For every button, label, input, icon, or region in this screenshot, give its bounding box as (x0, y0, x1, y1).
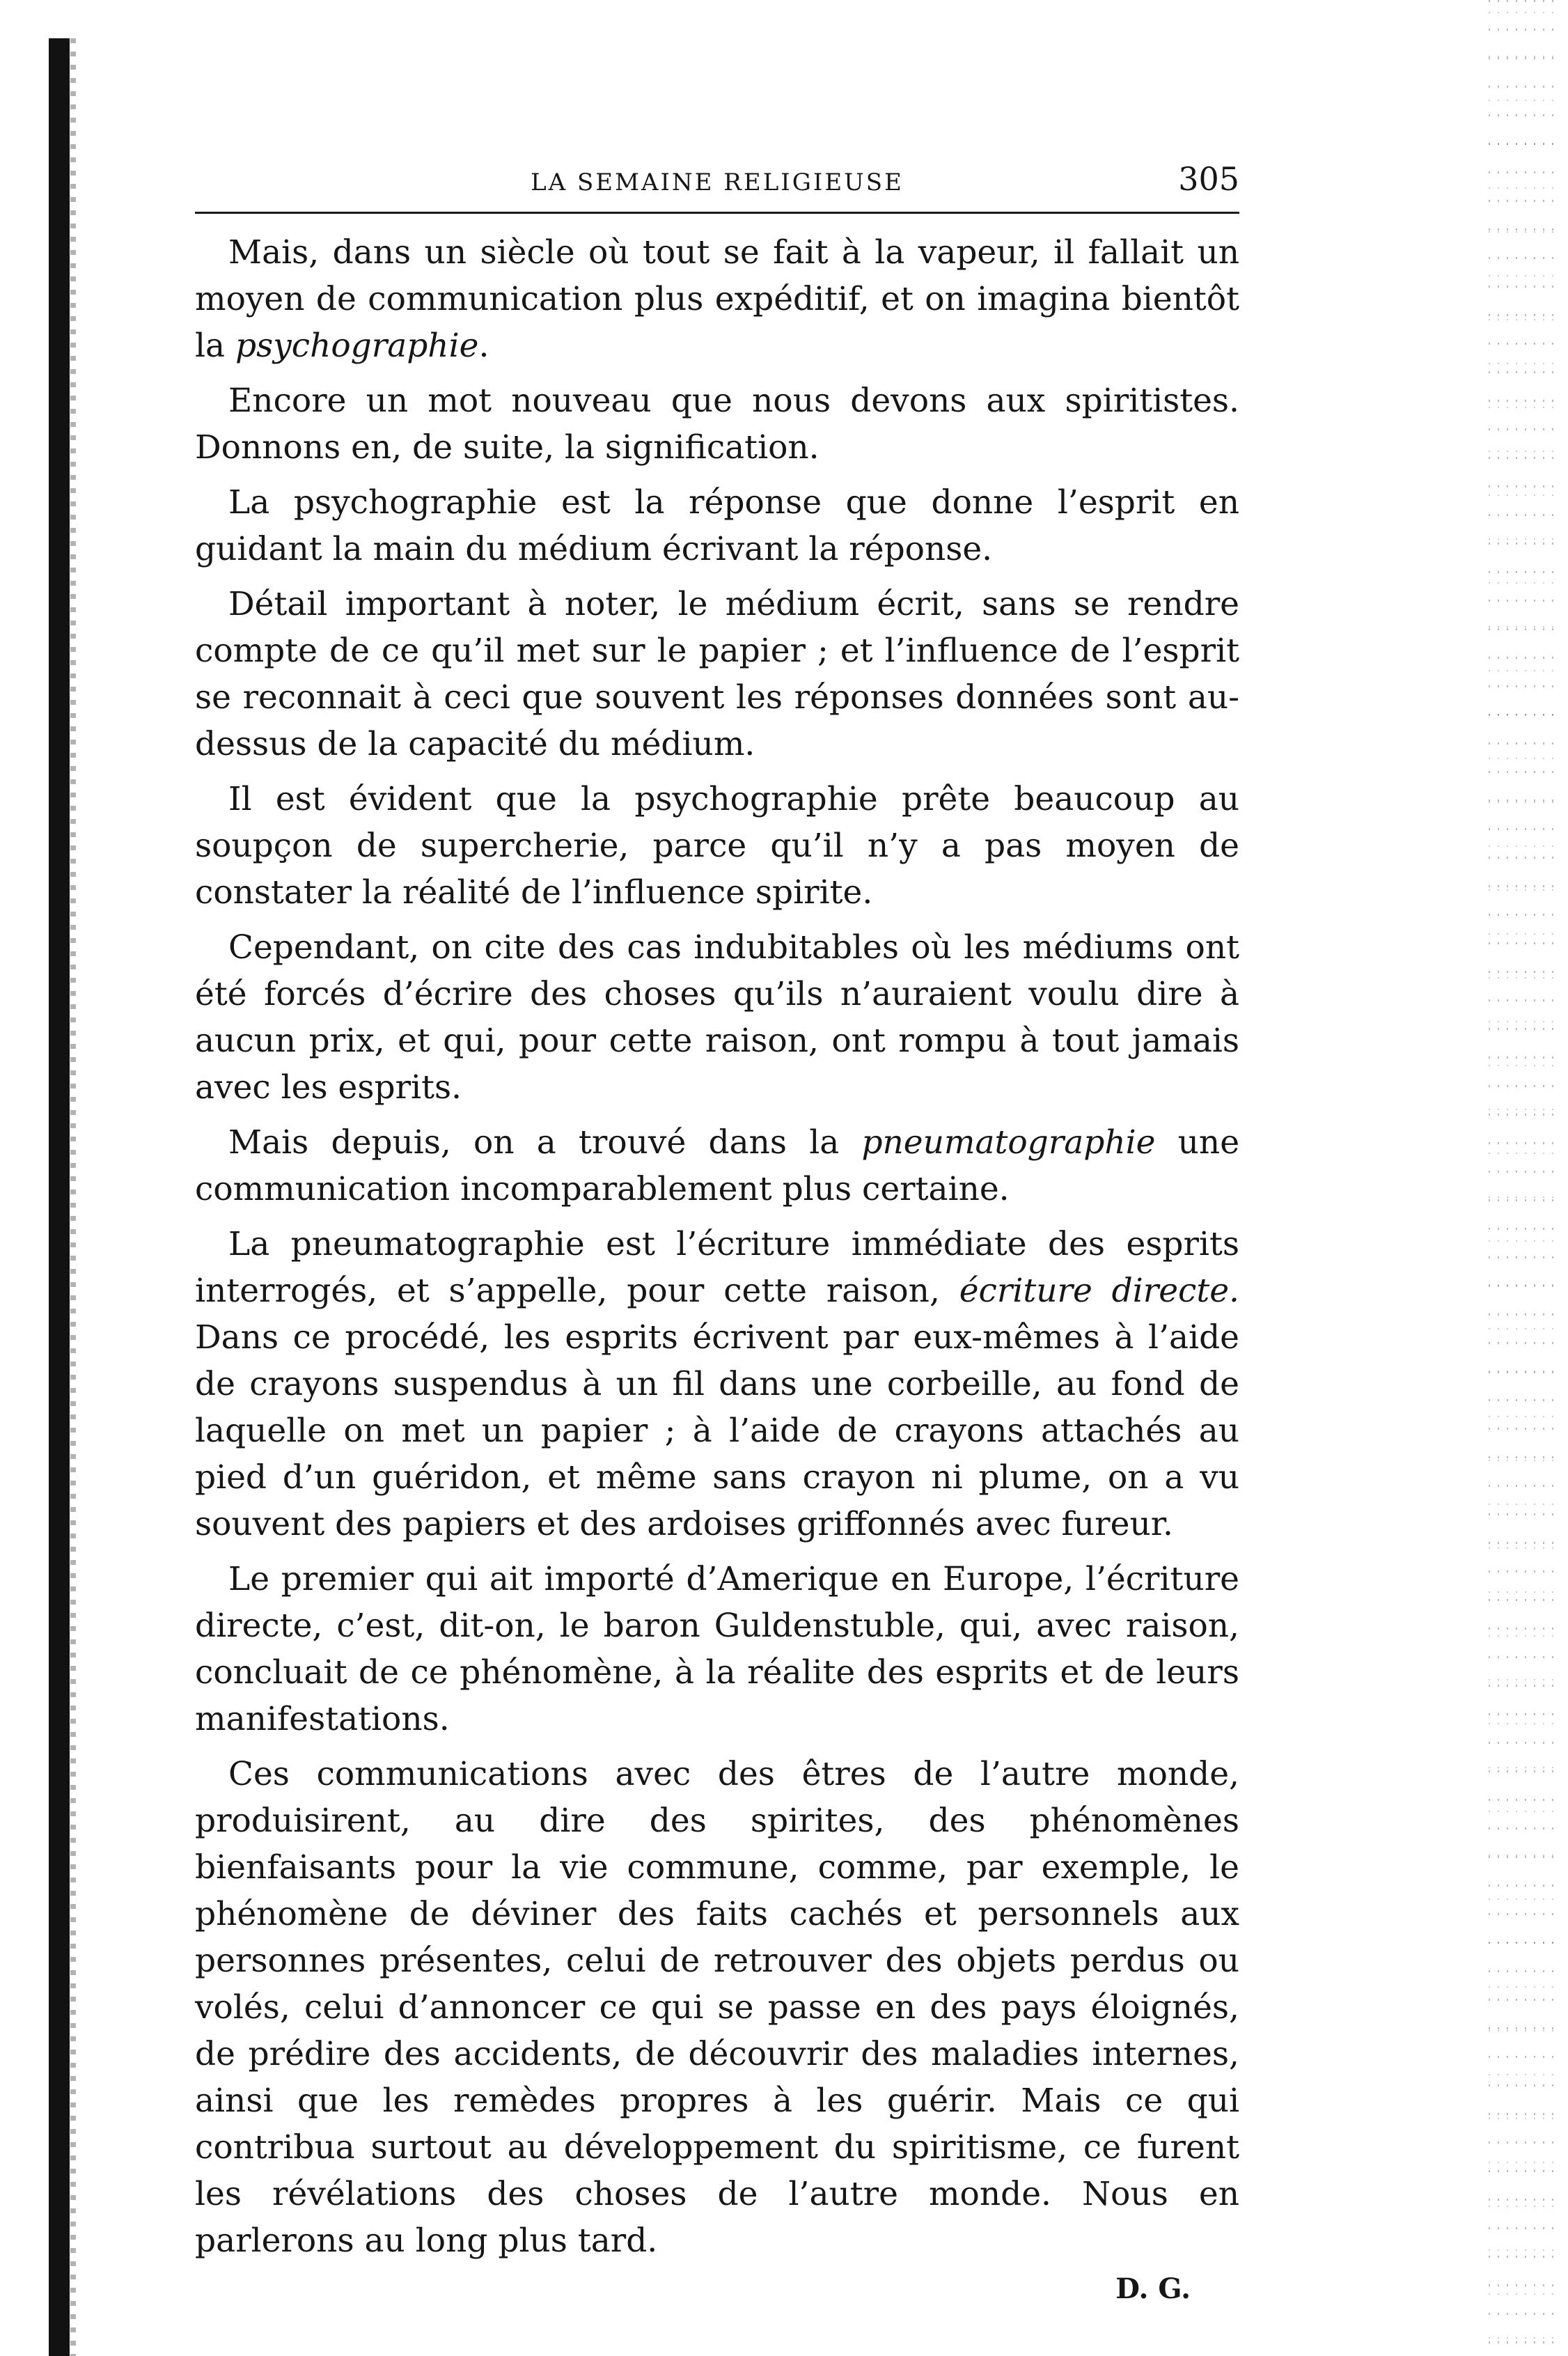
term-pneumatographie: pneumatographie (861, 1123, 1156, 1162)
article-body (195, 229, 1239, 2264)
paragraph-9: Le premier qui ait importé d’Amerique en Europe, l’écriture directe, c’est, dit-on, le baron Guldenstuble, qui, avec raison, concluait de ce phénomène, à la réalite des esprits et de leurs manifestations. (195, 1560, 1239, 1738)
running-header (195, 139, 1239, 202)
paragraph-3: La psychographie est la réponse que donne l’esprit en guidant la main du médium écrivant la réponse. (195, 483, 1239, 568)
printed-page (195, 139, 1239, 2305)
header-rule (195, 212, 1239, 214)
journal-title: LA SEMAINE RELIGIEUSE (531, 169, 904, 196)
scan-edge-noise (1489, 0, 1558, 2356)
paragraph-4: Détail important à noter, le médium écrit, sans se rendre compte de ce qu’il met sur le papier ; et l’influence de l’esprit se reconnait à ceci que souvent les réponses données sont au-dessus de la capacité du médium. (195, 585, 1239, 763)
paragraph-2: Encore un mot nouveau que nous devons aux spiritistes. Donnons en, de suite, la signification. (195, 382, 1239, 467)
paragraph-10: Ces communications avec des êtres de l’autre monde, produisirent, au dire des spirites, des phénomènes bienfaisants pour la vie commune, comme, par exemple, le phénomène de déviner des faits cachés et personnels aux personnes présentes, celui de retrouver des objets perdus ou volés, celui d’annoncer ce qui se passe en des pays éloignés, de prédire des accidents, de découvrir des maladies internes, ainsi que les remèdes propres à les guérir. Mais ce qui contribua surtout au développement du spiritisme, ce furent les révélations des choses de l’autre monde. Nous en parlerons au long plus tard. (195, 1755, 1239, 2260)
term-psychographie: psychographie (235, 327, 479, 365)
paragraph-7: Mais depuis, on a trouvé dans la pneumatographie une communication incomparablement plus certaine. (195, 1123, 1240, 1208)
paragraph-6: Cependant, on cite des cas indubitables où les médiums ont été forcés d’écrire des choses qu’ils n’auraient voulu dire à aucun prix, et qui, pour cette raison, ont rompu à tout jamais avec les esprits. (195, 928, 1239, 1107)
paragraph-1: Mais, dans un siècle où tout se fait à la vapeur, il fallait un moyen de communication plus expéditif, et on imagina bientôt la psychographie. (195, 233, 1239, 365)
term-ecriture-directe: écriture directe. (959, 1272, 1239, 1310)
author-signature: D. G. (1115, 2272, 1191, 2305)
scan-binding-shadow (49, 38, 70, 2356)
paragraph-5: Il est évident que la psychographie prête beaucoup au soupçon de supercherie, parce qu’il n’y a pas moyen de constater la réalité de l’influence spirite. (195, 780, 1239, 912)
page-number: 305 (1178, 160, 1239, 198)
paragraph-8: La pneumatographie est l’écriture immédiate des esprits interrogés, et s’appelle, pour cette raison, écriture directe. Dans ce procédé, les esprits écrivent par eux-mêmes à l’aide de crayons suspendus à un fil dans une corbeille, au fond de laquelle on met un papier ; à l’aide de crayons attachés au pied d’un guéridon, et même sans crayon ni plume, on a vu souvent des papiers et des ardoises griffonnés avec fureur. (195, 1225, 1239, 1543)
